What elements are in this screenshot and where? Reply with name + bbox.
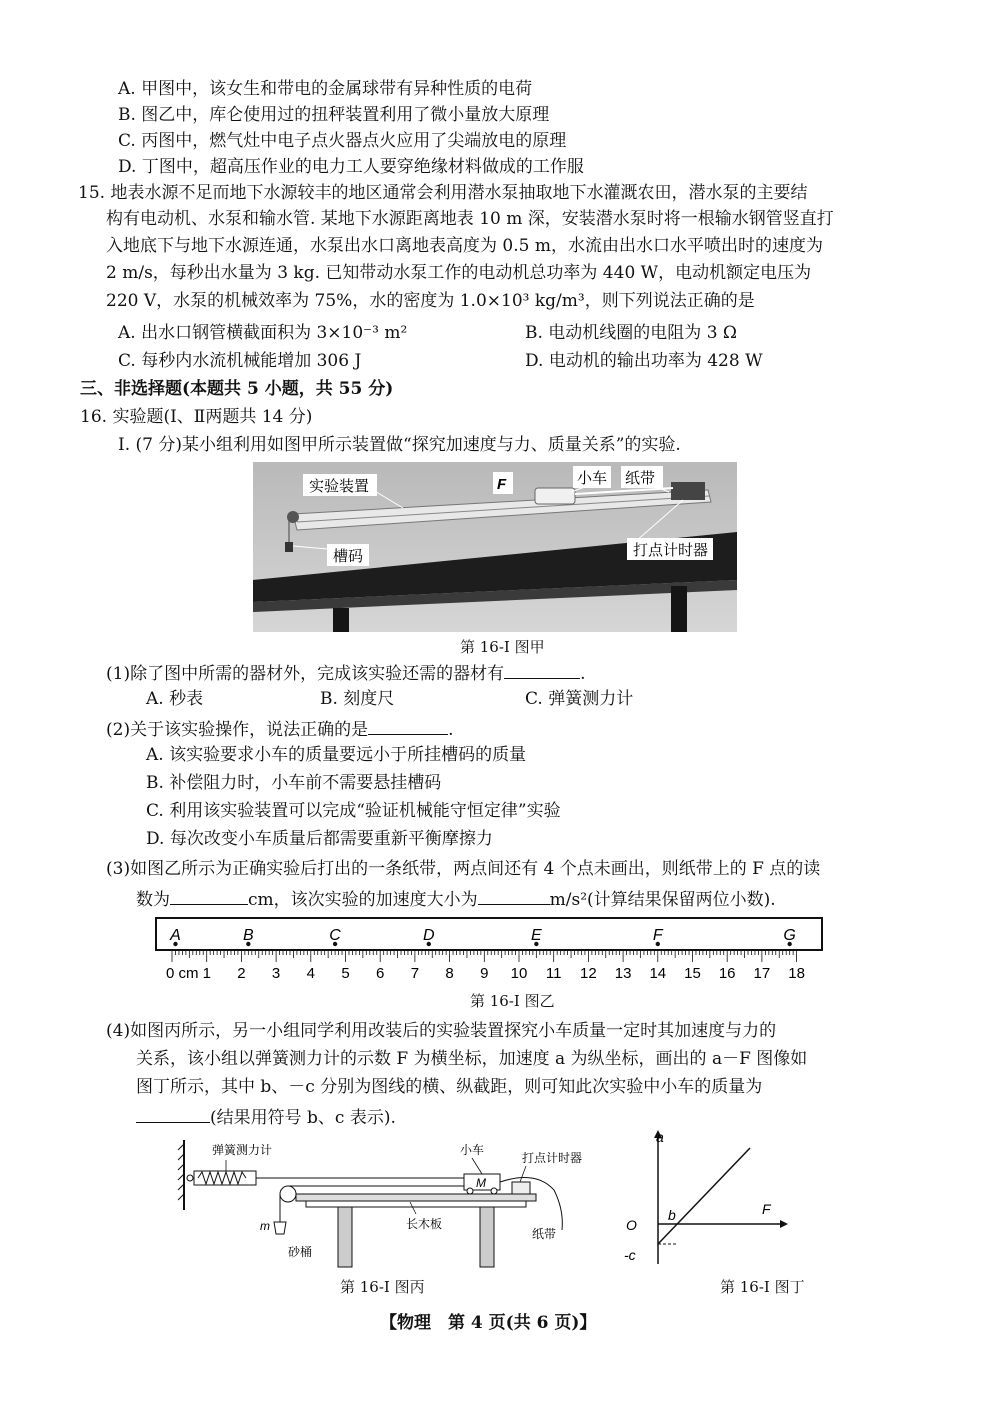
label-spring-gauge: 弹簧测力计: [212, 1143, 273, 1157]
q16-part1: [106, 660, 586, 685]
axis-label-a: a: [656, 1129, 664, 1145]
part1-end: .: [580, 664, 586, 684]
q15-line: 2 m/s，每秒出水量为 3 kg. 已知带动水泵工作的电动机总功率为 440 W，电动机额定电压为: [106, 263, 812, 283]
part3-a: 数为: [136, 890, 170, 910]
ruler-label: 8: [445, 965, 454, 982]
ruler-label: 4: [306, 965, 315, 982]
label-weight: 槽码: [333, 548, 364, 565]
tape-ruler-figure: [150, 914, 830, 984]
label-tape: 纸带: [625, 470, 656, 487]
ruler-label: 16: [718, 965, 736, 982]
part2-option-a: A. 该实验要求小车的质量要远小于所挂槽码的质量: [146, 745, 527, 765]
q15-option-b: B. 电动机线圈的电阻为 3 Ω: [525, 323, 738, 343]
part1-option-c: C. 弹簧测力计: [525, 689, 634, 709]
intercept-c: -c: [624, 1247, 636, 1263]
tape-point-label: C: [329, 927, 341, 944]
apparatus-photo: [253, 462, 737, 632]
q14-option-b: B. 图乙中，库仑使用过的扭秤装置利用了微小量放大原理: [118, 105, 550, 125]
q16-title: 16. 实验题(Ⅰ、Ⅱ两题共 14 分): [80, 407, 313, 427]
q15-line: 构有电动机、水泵和输水管. 某地下水源距离地表 10 m 深，安装潜水泵时将一根输水钢管竖直打: [106, 209, 834, 229]
q15-line: 15. 地表水源不足而地下水源较丰的地区通常会利用潜水泵抽取地下水灌溉农田，潜水泵的主要结: [78, 183, 808, 203]
ruler-label: 3: [271, 965, 281, 982]
tape-point-label: A: [170, 927, 181, 944]
label-board: 长木板: [406, 1217, 443, 1231]
q16-part4-line4: [136, 1104, 396, 1129]
ruler-label: 15: [684, 965, 701, 982]
modified-apparatus-diagram: [176, 1130, 583, 1280]
q14-option-c: C. 丙图中，燃气灶中电子点火器点火应用了尖端放电的原理: [118, 131, 567, 151]
ruler-label: 6: [376, 965, 385, 982]
part1-text: (1)除了图中所需的器材外，完成该实验还需的器材有: [106, 664, 505, 684]
answer-blank[interactable]: [478, 886, 550, 905]
part2-option-d: D. 每次改变小车质量后都需要重新平衡摩擦力: [146, 829, 493, 849]
a-f-graph: [612, 1126, 792, 1272]
ruler-label: 2: [237, 965, 246, 982]
ruler-label: 10: [510, 965, 528, 982]
ruler-label: 17: [753, 965, 771, 982]
label-force: F: [497, 476, 507, 493]
section-heading: 三、非选择题(本题共 5 小题，共 55 分): [80, 379, 394, 399]
label-timer: 打点计时器: [633, 542, 709, 559]
tape-point-label: B: [243, 927, 254, 944]
q16-part2: [106, 716, 454, 741]
q14-option-d: D. 丁图中，超高压作业的电力工人要穿绝缘材料做成的工作服: [118, 157, 584, 177]
ruler-label: 18: [788, 965, 805, 982]
q15-option-a: A. 出水口钢管横截面积为 3×10⁻³ m²: [118, 323, 408, 343]
intercept-b: b: [668, 1207, 676, 1223]
axis-label-F: F: [762, 1201, 771, 1217]
q15-line: 入地底下与地下水源连通，水泵出水口离地表高度为 0.5 m，水流由出水口水平喷出时的速度为: [106, 236, 823, 256]
q15-option-c: C. 每秒内水流机械能增加 306 J: [118, 351, 362, 371]
fig-yi-caption: 第 16-I 图乙: [470, 992, 555, 1010]
label-mass: M: [476, 1176, 486, 1190]
ruler-label: 11: [545, 965, 562, 982]
part1-option-a: A. 秒表: [146, 689, 204, 709]
part4-end: (结果用符号 b、c 表示).: [210, 1108, 396, 1128]
label-device: 实验装置: [309, 478, 370, 495]
q14-option-a: A. 甲图中，该女生和带电的金属球带有异种性质的电荷: [118, 79, 533, 99]
answer-blank[interactable]: [170, 886, 248, 905]
part2-option-b: B. 补偿阻力时，小车前不需要悬挂槽码: [146, 773, 442, 793]
q16-part3-line1: (3)如图乙所示为正确实验后打出的一条纸带，两点间还有 4 个点未画出，则纸带上的 F 点的读: [106, 859, 821, 879]
tape-point-label: F: [652, 927, 663, 944]
part2-text: (2)关于该实验操作，说法正确的是: [106, 720, 369, 740]
part3-b: cm，该次实验的加速度大小为: [248, 890, 478, 910]
ruler-label: 5: [341, 965, 350, 982]
page-footer: 【物理 第 4 页(共 6 页)】: [380, 1313, 597, 1333]
q16-intro: Ⅰ. (7 分)某小组利用如图甲所示装置做“探究加速度与力、质量关系”的实验.: [118, 435, 681, 455]
q16-part4-line: 关系，该小组以弹簧测力计的示数 F 为横坐标，加速度 a 为纵坐标，画出的 a－F 图像如: [136, 1049, 808, 1069]
ruler-label: 12: [580, 965, 597, 982]
part2-option-c: C. 利用该实验装置可以完成“验证机械能守恒定律”实验: [146, 801, 561, 821]
answer-blank[interactable]: [136, 1104, 210, 1123]
q16-part4-line: (4)如图丙所示，另一小组同学利用改装后的实验装置探究小车质量一定时其加速度与力的: [106, 1021, 777, 1041]
answer-blank[interactable]: [504, 660, 580, 679]
q16-part3-line2: [136, 886, 776, 911]
tape-point-label: E: [531, 927, 542, 944]
label-m: m: [260, 1219, 270, 1233]
tape-point-label: G: [783, 927, 796, 944]
origin-label: O: [626, 1217, 637, 1233]
q16-part4-line: 图丁所示，其中 b、－c 分别为图线的横、纵截距，则可知此次实验中小车的质量为: [136, 1077, 763, 1097]
label-tape: 纸带: [532, 1227, 557, 1241]
ruler-label: 9: [480, 965, 489, 982]
label-bucket: 砂桶: [288, 1245, 313, 1259]
fig-jia-caption: 第 16-I 图甲: [460, 638, 545, 656]
label-timer: 打点计时器: [522, 1151, 583, 1165]
answer-blank[interactable]: [368, 716, 448, 735]
ruler-label: 13: [614, 965, 632, 982]
fig-ding-caption: 第 16-I 图丁: [720, 1278, 805, 1296]
part3-c: m/s²(计算结果保留两位小数).: [549, 890, 776, 910]
q15-line: 220 V，水泵的机械效率为 75%，水的密度为 1.0×10³ kg/m³，则下列说法正确的是: [106, 291, 755, 311]
q15-option-d: D. 电动机的输出功率为 428 W: [525, 351, 763, 371]
part2-end: .: [448, 720, 454, 740]
part1-option-b: B. 刻度尺: [320, 689, 395, 709]
ruler-label: 14: [649, 965, 667, 982]
ruler-label: 7: [410, 965, 420, 982]
label-cart: 小车: [577, 470, 608, 487]
tape-point-label: D: [422, 927, 435, 944]
fig-bing-caption: 第 16-I 图丙: [340, 1278, 425, 1296]
ruler-label: 0 cm 1: [166, 965, 212, 982]
label-cart: 小车: [460, 1143, 485, 1157]
